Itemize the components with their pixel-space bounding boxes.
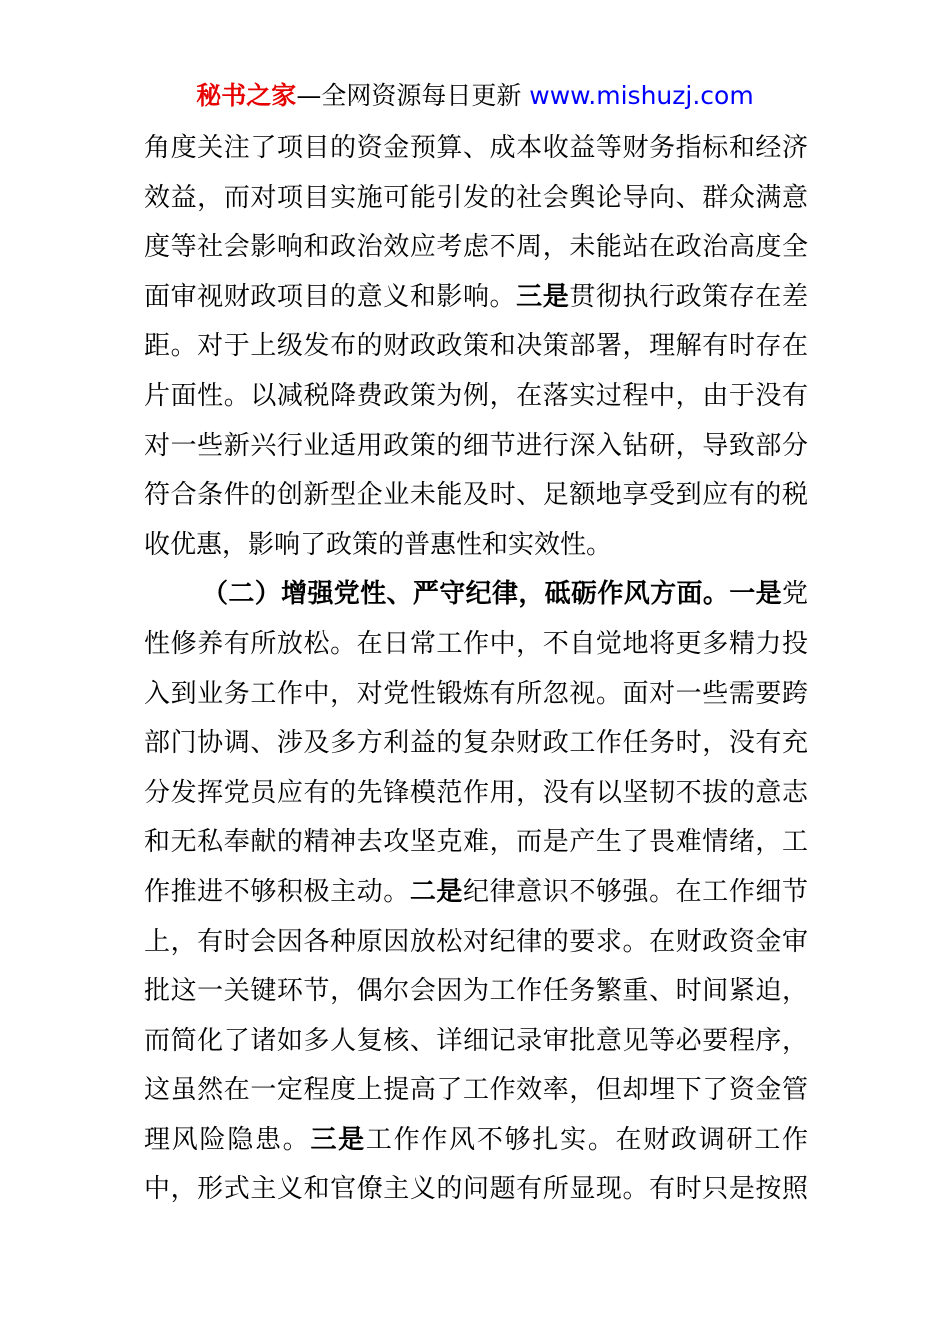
site-url-link[interactable]: www.mishuzj.com xyxy=(529,81,754,110)
text-line: 距。对于上级发布的财政政策和决策部署，理解有时存在 xyxy=(144,331,808,362)
emphasis-marker: 二是 xyxy=(409,876,463,907)
text-line: 作推进不够积极主动。二是纪律意识不够强。在工作细节 xyxy=(144,876,808,907)
text-line: 收优惠，影响了政策的普惠性和实效性。 xyxy=(144,529,613,560)
header-tagline: —全网资源每日更新 xyxy=(296,81,530,110)
text-line: 而简化了诸如多人复核、详细记录审批意见等必要程序， xyxy=(144,1025,808,1056)
emphasis-marker: 三是 xyxy=(516,281,570,312)
text-line: 片面性。以减税降费政策为例，在落实过程中，由于没有 xyxy=(144,380,808,411)
section-heading-line: （二）增强党性、严守纪律，砥砺作风方面。一是党 xyxy=(202,579,808,610)
text-line: 和无私奉献的精神去攻坚克难，而是产生了畏难情绪，工 xyxy=(144,827,808,858)
text-line: 性修养有所放松。在日常工作中，不自觉地将更多精力投 xyxy=(144,628,808,659)
text-line: 部门协调、涉及多方利益的复杂财政工作任务时，没有充 xyxy=(144,728,808,759)
document-body xyxy=(144,124,808,1215)
text-line: 度等社会影响和政治效应考虑不周，未能站在政治高度全 xyxy=(144,232,808,263)
text-line: 上，有时会因各种原因放松对纪律的要求。在财政资金审 xyxy=(144,926,808,957)
text-line: 效益，而对项目实施可能引发的社会舆论导向、群众满意 xyxy=(144,182,808,213)
text-line: 中，形式主义和官僚主义的问题有所显现。有时只是按照 xyxy=(144,1174,808,1205)
text-line: 批这一关键环节，偶尔会因为工作任务繁重、时间紧迫， xyxy=(144,976,808,1007)
section-heading: （二）增强党性、严守纪律，砥砺作风方面。 xyxy=(202,579,730,610)
text-line: 理风险隐患。三是工作作风不够扎实。在财政调研工作 xyxy=(144,1124,808,1155)
text-line: 分发挥党员应有的先锋模范作用，没有以坚韧不拔的意志 xyxy=(144,777,808,808)
emphasis-marker: 一是 xyxy=(729,579,782,610)
page-header xyxy=(0,80,950,112)
brand-name: 秘书之家 xyxy=(196,81,297,110)
text-line: 对一些新兴行业适用政策的细节进行深入钻研，导致部分 xyxy=(144,430,808,461)
text-line: 入到业务工作中，对党性锻炼有所忽视。面对一些需要跨 xyxy=(144,678,808,709)
emphasis-marker: 三是 xyxy=(310,1124,366,1155)
text-line: 面审视财政项目的意义和影响。三是贯彻执行政策存在差 xyxy=(144,281,808,312)
text-line: 符合条件的创新型企业未能及时、足额地享受到应有的税 xyxy=(144,480,808,511)
text-line: 角度关注了项目的资金预算、成本收益等财务指标和经济 xyxy=(144,133,808,163)
text-line: 这虽然在一定程度上提高了工作效率，但却埋下了资金管 xyxy=(144,1075,808,1106)
